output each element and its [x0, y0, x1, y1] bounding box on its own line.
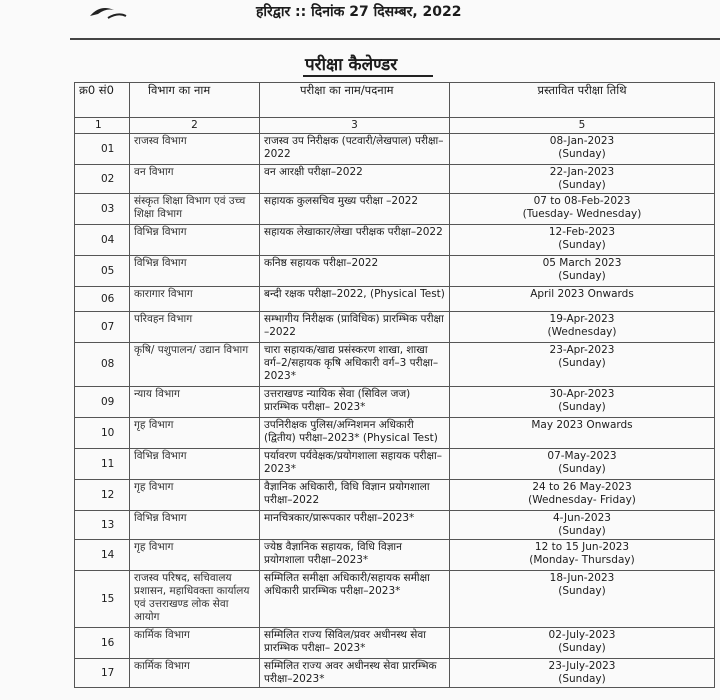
exam-date: 19-Apr-2023 — [549, 313, 615, 325]
exam-date: April 2023 Onwards — [530, 288, 634, 300]
exam-day: (Sunday) — [558, 401, 606, 413]
col-header-date: प्रस्तावित परीक्षा तिथि — [450, 83, 715, 118]
col-header-exam: परीक्षा का नाम/पदनाम — [260, 83, 450, 118]
col-header-serial: क्र0 सं0 — [75, 83, 130, 118]
department-name: विभिन्न विभाग — [130, 511, 260, 540]
exam-date-cell — [450, 194, 715, 225]
department-name: कृषि/ पशुपालन/ उद्यान विभाग — [130, 343, 260, 387]
exam-date: 05 March 2023 — [542, 257, 622, 269]
serial-number: 15 — [75, 571, 130, 628]
table-row — [75, 225, 715, 256]
department-name: कार्मिक विभाग — [130, 628, 260, 659]
exam-date: 07-May-2023 — [547, 450, 617, 462]
exam-calendar-table — [74, 82, 715, 688]
exam-date-cell — [450, 256, 715, 287]
table-row — [75, 659, 715, 688]
page-title: परीक्षा कैलेण्डर — [305, 55, 398, 75]
emblem-icon — [88, 2, 128, 22]
table-row — [75, 134, 715, 165]
exam-date-cell — [450, 449, 715, 480]
table-row — [75, 511, 715, 540]
exam-date: 02-July-2023 — [548, 629, 616, 641]
department-name: कारागार विभाग — [130, 287, 260, 312]
exam-date: 23-Apr-2023 — [549, 344, 615, 356]
table-row — [75, 312, 715, 343]
exam-date: 12 to 15 Jun-2023 — [534, 541, 630, 553]
exam-name: सहायक लेखाकार/लेखा परीक्षक परीक्षा–2022 — [260, 225, 450, 256]
department-name: विभिन्न विभाग — [130, 225, 260, 256]
table-row — [75, 480, 715, 511]
exam-date: 22-Jan-2023 — [549, 166, 615, 178]
exam-date-cell — [450, 511, 715, 540]
exam-date: 23-July-2023 — [548, 660, 616, 672]
exam-name: सम्मिलित राज्य अवर अधीनस्थ सेवा प्रारम्भिक परीक्षा–2023* — [260, 659, 450, 688]
exam-date-cell — [450, 287, 715, 312]
serial-number: 11 — [75, 449, 130, 480]
exam-date-cell — [450, 480, 715, 511]
department-name: परिवहन विभाग — [130, 312, 260, 343]
column-number-row — [75, 118, 715, 134]
department-name: राजस्व परिषद, सचिवालय प्रशासन, महाधिवक्ता कार्यालय एवं उत्तराखण्ड लोक सेवा आयोग — [130, 571, 260, 628]
exam-date: 24 to 26 May-2023 — [532, 481, 632, 493]
exam-day: (Sunday) — [558, 270, 606, 282]
header-row — [75, 83, 715, 118]
exam-day: (Sunday) — [558, 239, 606, 251]
exam-day: (Sunday) — [558, 585, 606, 597]
exam-date: 08-Jan-2023 — [549, 135, 615, 147]
department-name: गृह विभाग — [130, 480, 260, 511]
table-row — [75, 540, 715, 571]
exam-name: सम्भागीय निरीक्षक (प्राविधिक) प्रारम्भिक परीक्षा –2022 — [260, 312, 450, 343]
exam-date-cell — [450, 387, 715, 418]
exam-date-cell — [450, 312, 715, 343]
exam-name: बन्दी रक्षक परीक्षा–2022, (Physical Test) — [260, 287, 450, 312]
exam-day: (Sunday) — [558, 525, 606, 537]
table-row — [75, 287, 715, 312]
exam-date: 18-Jun-2023 — [549, 572, 615, 584]
exam-name: राजस्व उप निरीक्षक (पटवारी/लेखपाल) परीक्षा–2022 — [260, 134, 450, 165]
serial-number: 14 — [75, 540, 130, 571]
top-rule — [70, 38, 720, 40]
exam-date: 07 to 08-Feb-2023 — [533, 195, 631, 207]
serial-number: 09 — [75, 387, 130, 418]
exam-date: 4-Jun-2023 — [553, 512, 611, 524]
exam-name: वैज्ञानिक अधिकारी, विधि विज्ञान प्रयोगशाला परीक्षा–2022 — [260, 480, 450, 511]
serial-number: 02 — [75, 165, 130, 194]
serial-number: 06 — [75, 287, 130, 312]
exam-name: कनिष्ठ सहायक परीक्षा–2022 — [260, 256, 450, 287]
serial-number: 03 — [75, 194, 130, 225]
department-name: विभिन्न विभाग — [130, 449, 260, 480]
exam-date: 30-Apr-2023 — [549, 388, 615, 400]
department-name: गृह विभाग — [130, 540, 260, 571]
exam-day: (Sunday) — [558, 179, 606, 191]
exam-date-cell — [450, 225, 715, 256]
exam-name: ज्येष्ठ वैज्ञानिक सहायक, विधि विज्ञान प्रयोगशाला परीक्षा–2023* — [260, 540, 450, 571]
col-number: 3 — [260, 118, 450, 134]
exam-date: May 2023 Onwards — [531, 419, 633, 431]
exam-date-cell — [450, 571, 715, 628]
col-number: 5 — [450, 118, 715, 134]
exam-name: पर्यावरण पर्यवेक्षक/प्रयोगशाला सहायक परीक्षा–2023* — [260, 449, 450, 480]
department-name: गृह विभाग — [130, 418, 260, 449]
table-row — [75, 256, 715, 287]
exam-day: (Wednesday) — [547, 326, 617, 338]
exam-date-cell — [450, 165, 715, 194]
exam-date-cell — [450, 343, 715, 387]
exam-day: (Sunday) — [558, 357, 606, 369]
serial-number: 07 — [75, 312, 130, 343]
exam-day: (Wednesday- Friday) — [528, 494, 636, 506]
serial-number: 08 — [75, 343, 130, 387]
exam-name: उत्तराखण्ड न्यायिक सेवा (सिविल जज) प्रारम्भिक परीक्षा– 2023* — [260, 387, 450, 418]
exam-name: चारा सहायक/खाद्य प्रसंस्करण शाखा, शाखा वर्ग–2/सहायक कृषि अधिकारी वर्ग–3 परीक्षा–2023* — [260, 343, 450, 387]
exam-day: (Sunday) — [558, 673, 606, 685]
department-name: संस्कृत शिक्षा विभाग एवं उच्च शिक्षा विभाग — [130, 194, 260, 225]
serial-number: 12 — [75, 480, 130, 511]
exam-day: (Tuesday- Wednesday) — [522, 208, 642, 220]
table-row — [75, 571, 715, 628]
table-row — [75, 194, 715, 225]
exam-date: 12-Feb-2023 — [548, 226, 616, 238]
exam-name: सम्मिलित समीक्षा अधिकारी/सहायक समीक्षा अधिकारी प्रारम्भिक परीक्षा–2023* — [260, 571, 450, 628]
date-line: हरिद्वार :: दिनांक 27 दिसम्बर, 2022 — [256, 4, 462, 20]
exam-name: सहायक कुलसचिव मुख्य परीक्षा –2022 — [260, 194, 450, 225]
table-row — [75, 343, 715, 387]
col-number: 2 — [130, 118, 260, 134]
department-name: वन विभाग — [130, 165, 260, 194]
exam-day: (Monday- Thursday) — [529, 554, 635, 566]
serial-number: 17 — [75, 659, 130, 688]
serial-number: 10 — [75, 418, 130, 449]
exam-day: (Sunday) — [558, 463, 606, 475]
exam-date-cell — [450, 628, 715, 659]
exam-name: मानचित्रकार/प्रारूपकार परीक्षा–2023* — [260, 511, 450, 540]
table-row — [75, 628, 715, 659]
table-row — [75, 449, 715, 480]
serial-number: 01 — [75, 134, 130, 165]
exam-date-cell — [450, 659, 715, 688]
department-name: विभिन्न विभाग — [130, 256, 260, 287]
serial-number: 16 — [75, 628, 130, 659]
department-name: कार्मिक विभाग — [130, 659, 260, 688]
title-underline — [303, 75, 433, 77]
table-row — [75, 418, 715, 449]
serial-number: 04 — [75, 225, 130, 256]
exam-day: (Sunday) — [558, 642, 606, 654]
table-row — [75, 165, 715, 194]
exam-date-cell — [450, 134, 715, 165]
serial-number: 13 — [75, 511, 130, 540]
exam-name: वन आरक्षी परीक्षा–2022 — [260, 165, 450, 194]
exam-date-cell — [450, 540, 715, 571]
exam-name: सम्मिलित राज्य सिविल/प्रवर अधीनस्थ सेवा प्रारम्भिक परीक्षा– 2023* — [260, 628, 450, 659]
col-header-department: विभाग का नाम — [130, 83, 260, 118]
exam-day: (Sunday) — [558, 148, 606, 160]
department-name: न्याय विभाग — [130, 387, 260, 418]
serial-number: 05 — [75, 256, 130, 287]
department-name: राजस्व विभाग — [130, 134, 260, 165]
col-number: 1 — [75, 118, 130, 134]
exam-name: उपनिरीक्षक पुलिस/अग्निशमन अधिकारी (द्वितीय) परीक्षा–2023* (Physical Test) — [260, 418, 450, 449]
exam-date-cell — [450, 418, 715, 449]
table-row — [75, 387, 715, 418]
